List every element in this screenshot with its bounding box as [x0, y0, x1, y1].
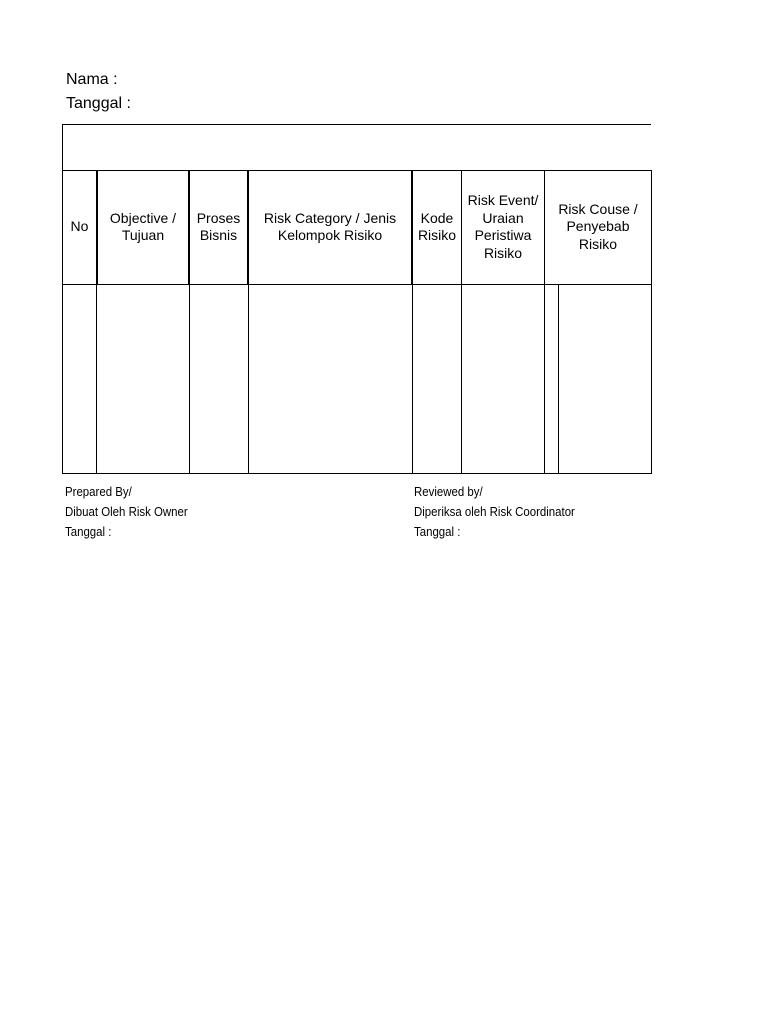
divider-category-kode-body	[412, 284, 413, 474]
prepared-by-role: Dibuat Oleh Risk Owner	[65, 504, 188, 519]
column-header-risk-category: Risk Category / Jenis Kelompok Risiko	[263, 209, 397, 243]
tanggal-label: Tanggal :	[66, 95, 131, 112]
prepared-by-block	[65, 482, 188, 542]
header-bottom-border	[62, 284, 652, 285]
reviewed-by-label: Reviewed by/	[414, 484, 483, 499]
divider-objective-proses-body	[189, 284, 190, 474]
reviewed-by-block	[414, 482, 575, 542]
column-header-proses-bisnis: Proses Bisnis	[196, 209, 241, 243]
reviewed-date-label: Tanggal :	[414, 524, 461, 539]
divider-no-objective-body	[96, 284, 97, 474]
column-header-no: No	[70, 218, 89, 235]
column-header-objective: Objective / Tujuan	[109, 209, 177, 243]
prepared-date-label: Tanggal :	[65, 524, 112, 539]
nama-label: Nama :	[66, 71, 118, 88]
reviewed-by-role: Diperiksa oleh Risk Coordinator	[414, 504, 575, 519]
divider-cause-subcolumn	[558, 284, 559, 474]
column-header-risk-cause: Risk Couse / Penyebab Risiko	[558, 200, 638, 252]
prepared-by-label: Prepared By/	[65, 484, 132, 499]
divider-proses-category-body	[248, 284, 249, 474]
table-bottom-border	[62, 473, 652, 474]
column-header-kode-risiko: Kode Risiko	[417, 209, 457, 243]
table-right-border	[651, 170, 652, 474]
table-top-border	[62, 124, 651, 125]
column-header-risk-event: Risk Event/ Uraian Peristiwa Risiko	[467, 192, 539, 261]
